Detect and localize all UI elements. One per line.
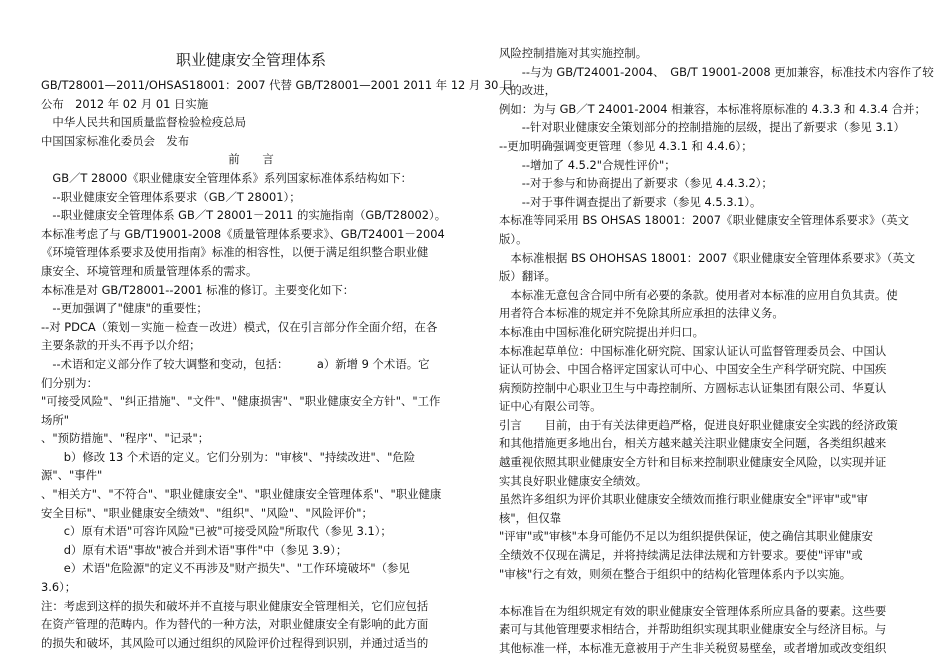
left-line: 安全目标"、"职业健康安全绩效"、"组织"、"风险"、"风险评价"； <box>41 505 373 520</box>
right-line: 核"，但仅靠 <box>499 510 562 525</box>
left-line: c）原有术语"可容许风险"已被"可接受风险"所取代（参见 3.1）； <box>41 524 392 539</box>
left-line: GB/T28001—2011/OHSAS18001：2007 代替 GB/T28001—2001 2011 年 12 月 30 日 <box>41 78 514 92</box>
right-line: "评审"或"审核"本身可能仍不足以为组织提供保证，使之确信其职业健康安 <box>499 529 874 544</box>
left-line: GB／T 28000《职业健康安全管理体系》系列国家标准体系结构如下： <box>41 170 413 185</box>
left-line: --术语和定义部分作了较大调整和变动，包括： a）新增 9 个术语。它 <box>41 356 430 371</box>
left-line: 本标准考虑了与 GB/T19001-2008《质量管理体系要求》、GB/T24001－2004 <box>41 226 445 241</box>
left-line: 中华人民共和国质量监督检验检疫总局 <box>41 115 247 130</box>
right-line: 例如：为与 GB／T 24001-2004 相兼容，本标准将原标准的 4.3.3 和 4.3.4 合并； <box>499 101 926 116</box>
right-line: 本标准无意包含合同中所有必要的条款。使用者对本标准的应用自负其责。使 <box>499 287 898 302</box>
right-line: 风险控制措施对其实施控制。 <box>499 46 648 60</box>
left-line: 康安全、环境管理和质量管理体系的需求。 <box>41 263 258 278</box>
left-line: --更加强调了"健康"的重要性； <box>41 301 208 316</box>
left-line: 3.6）； <box>41 580 77 595</box>
right-line: --与为 GB/T24001-2004、 GB/T 19001-2008 更加兼容，标准技术内容作了较 <box>499 64 934 79</box>
left-line: 场所" <box>41 412 70 427</box>
left-line: 、"相关方"、"不符合"、"职业健康安全"、"职业健康安全管理体系"、"职业健康 <box>41 487 442 502</box>
right-line: 本标准等同采用 BS OHSAS 18001：2007《职业健康安全管理体系要求》（英文 <box>499 213 909 228</box>
right-line: 证认可协会、中国合格评定国家认可中心、中国安全生产科学研究院、中国疾 <box>499 362 887 377</box>
right-line: "审核"行之有效，则须在整合于组织中的结构化管理体系内予以实施。 <box>499 566 852 581</box>
right-line: --更加明确强调变更管理（参见 4.3.1 和 4.4.6）； <box>499 138 753 153</box>
right-line: 引言 目前，由于有关法律更趋严格，促进良好职业健康安全实践的经济政策 <box>499 417 898 432</box>
left-line: 本标准是对 GB/T28001--2001 标准的修订。主要变化如下： <box>41 282 355 297</box>
left-line: --职业健康安全管理体系 GB／T 28001－2011 的实施指南（GB/T28002）。 <box>41 208 447 223</box>
right-line: --对于事件调查提出了新要求（参见 4.5.3.1）。 <box>499 194 762 209</box>
document-title: 职业健康安全管理体系 <box>175 51 326 69</box>
right-line: 越重视依照其职业健康安全方针和目标来控制职业健康安全风险，以实现并证 <box>499 455 887 470</box>
left-line: b）修改 13 个术语的定义。它们分别为："审核"、"持续改进"、"危险 <box>41 449 416 464</box>
left-line: 的损失和破坏，其风险可以通过组织的风险评价过程得到识别，并通过适当的 <box>41 635 429 650</box>
right-line: 实其良好职业健康安全绩效。 <box>499 473 648 488</box>
right-line: 全绩效不仅现在满足，并将持续满足法律法规和方针要求。要使"评审"或 <box>499 548 863 563</box>
right-line: 用者符合本标准的规定并不免除其所应承担的法律义务。 <box>499 306 784 321</box>
left-line: 们分别为： <box>41 375 98 390</box>
left-line: "可接受风险"、"纠正措施"、"文件"、"健康损害"、"职业健康安全方针"、"工作 <box>41 394 441 409</box>
left-line: 在资产管理的范畴内。作为替代的一种方法，对职业健康安全有影响的此方面 <box>41 617 429 632</box>
right-line: 本标准旨在为组织规定有效的职业健康安全管理体系所应具备的要素。这些要 <box>499 603 887 618</box>
left-line: 前 言 <box>228 152 274 167</box>
left-line: --职业健康安全管理体系要求（GB／T 28001）； <box>41 189 301 204</box>
right-line: 本标准根据 BS OHOHSAS 18001：2007《职业健康安全管理体系要求》（英文 <box>499 250 916 265</box>
left-line: 源"、"事件" <box>41 468 103 483</box>
right-line: 其他标准一样，本标准无意被用于产生非关税贸易壁垒，或者增加或改变组织 <box>499 641 887 655</box>
left-line: 主要条款的开头不再予以介绍； <box>41 338 201 353</box>
right-line: --针对职业健康安全策划部分的控制措施的层级，提出了新要求（参见 3.1） <box>499 120 905 135</box>
right-line: 和其他措施更多地出台，相关方越来越关注职业健康安全问题，各类组织越来 <box>499 436 887 451</box>
right-line: --增加了 4.5.2"合规性评价"； <box>499 157 676 172</box>
right-line: 版）翻译。 <box>499 269 556 284</box>
left-line: d）原有术语"事故"被合并到术语"事件"中（参见 3.9）； <box>41 542 348 557</box>
right-column <box>499 44 934 658</box>
right-line <box>499 583 913 602</box>
left-line: 公布 2012 年 02 月 01 日实施 <box>41 96 209 111</box>
right-line: 版）。 <box>499 231 528 246</box>
left-line: 中国国家标准化委员会 发布 <box>41 133 190 148</box>
right-line: --对于参与和协商提出了新要求（参见 4.4.3.2）； <box>499 176 773 191</box>
right-line: 本标准由中国标准化研究院提出并归口。 <box>499 324 705 339</box>
right-line: 虽然许多组织为评价其职业健康安全绩效而推行职业健康安全"评审"或"审 <box>499 492 868 507</box>
left-line: e）术语"危险源"的定义不再涉及"财产损失"、"工作环境破坏"（参见 <box>41 561 410 576</box>
left-line: 、"预防措施"、"程序"、"记录"； <box>41 431 210 446</box>
left-line: 注：考虑到这样的损失和破坏并不直接与职业健康安全管理相关，它们应包括 <box>41 598 429 613</box>
left-line: 《环境管理体系要求及使用指南》标准的相容性，以便于满足组织整合职业健 <box>41 245 429 260</box>
right-line: 大的改进， <box>499 83 556 98</box>
right-line: 素可与其他管理要求相结合，并帮助组织实现其职业健康安全与经济目标。与 <box>499 622 887 637</box>
left-line: --对 PDCA（策划－实施－检查－改进）模式，仅在引言部分作全面介绍，在各 <box>41 319 438 334</box>
left-column <box>41 50 514 652</box>
right-line: 病预防控制中心职业卫生与中毒控制所、方圆标志认证集团有限公司、华夏认 <box>499 380 887 395</box>
right-line: 本标准起草单位：中国标准化研究院、国家认证认可监督管理委员会、中国认 <box>499 343 887 358</box>
right-line: 证中心有限公司等。 <box>499 399 602 414</box>
left-text-block <box>41 76 514 652</box>
right-text-block <box>499 44 934 658</box>
